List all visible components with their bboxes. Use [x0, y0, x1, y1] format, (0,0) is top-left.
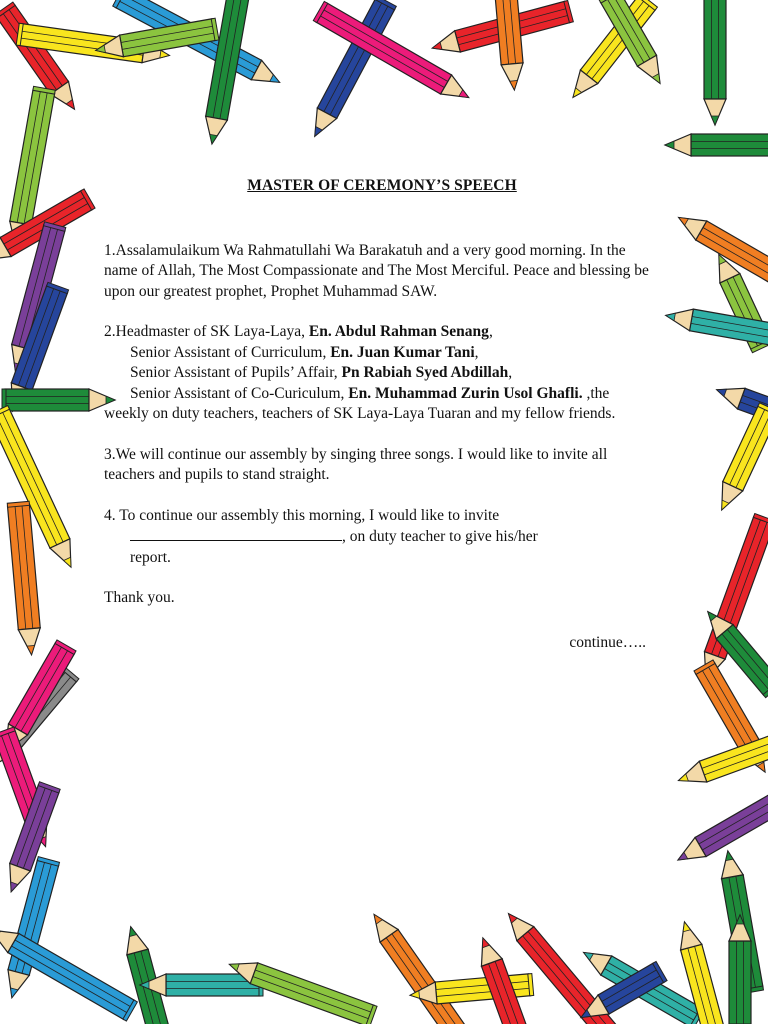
- pencil-decoration: [2, 389, 115, 411]
- salutation-pupils-affair: Senior Assistant of Pupils’ Affair, Pn Rabiah Syed Abdillah,: [130, 364, 513, 381]
- salutation-cocurriculum: Senior Assistant of Co-Curiculum, En. Muhammad Zurin Usol Ghafli. ,the: [130, 384, 610, 402]
- paragraph-songs: 3.We will continue our assembly by singing three songs. I would like to invite all teachers and pupils to stand straight.: [104, 445, 608, 483]
- pencil-decoration: [704, 0, 726, 125]
- name-blank-line: [130, 526, 342, 541]
- paragraph-invite: [104, 506, 660, 569]
- page-title: MASTER OF CEREMONY’S SPEECH: [247, 177, 517, 194]
- invite-end: report.: [130, 548, 171, 566]
- pencil-decoration: [7, 501, 42, 655]
- pencil-decoration: [365, 908, 477, 1024]
- paragraph-greeting: 1.Assalamulaikum Wa Rahmatullahi Wa Barakatuh and a very good morning. In the name of Allah, The Most Compassionate and The Most Merciful. Peace and blessing be upon our greatest prophet, Prophet Muhammad SAW.: [104, 241, 649, 300]
- invite-intro: 4. To continue our assembly this morning, I would like to invite: [104, 506, 500, 524]
- invite-line: , on duty teacher to give his/her: [104, 526, 660, 548]
- paragraph-salutations: [104, 322, 660, 425]
- pencil-decoration: [712, 403, 768, 515]
- salutation-closing: weekly on duty teachers, teachers of SK Laya-Laya Tuaran and my fellow friends.: [104, 405, 616, 422]
- thank-you-text: Thank you.: [104, 589, 175, 606]
- pencil-decoration: [673, 789, 768, 870]
- continue-text: continue…..: [569, 633, 646, 651]
- salutation-curriculum: Senior Assistant of Curriculum, En. Juan Kumar Tani,: [130, 343, 479, 361]
- pencil-decoration: [665, 134, 768, 156]
- speech-document: [104, 176, 660, 653]
- salutation-headmaster: 2.Headmaster of SK Laya-Laya, En. Abdul Rahman Senang,: [104, 323, 493, 340]
